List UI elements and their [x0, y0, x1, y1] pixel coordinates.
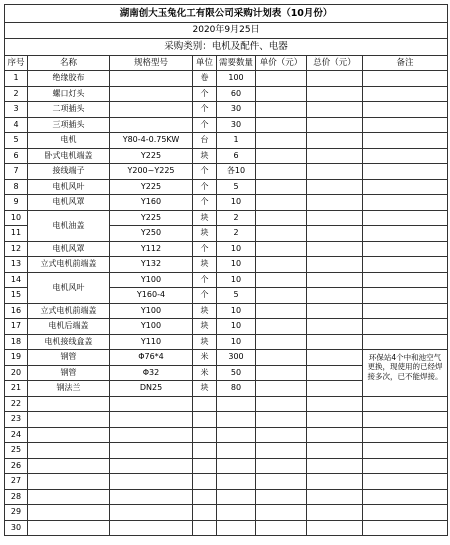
row-unit: 个: [193, 117, 217, 133]
row-unit-price: [256, 179, 307, 195]
purchase-plan-table: [4, 4, 448, 536]
row-no: 3: [5, 102, 28, 118]
row-spec: [110, 458, 193, 474]
row-spec: [110, 86, 193, 102]
row-no: 27: [5, 474, 28, 490]
row-total-price: [307, 303, 363, 319]
table-row: [5, 489, 448, 505]
date-line: 2020年9月25日: [5, 23, 448, 39]
header-name: 名称: [28, 56, 110, 71]
row-unit: [193, 489, 217, 505]
table-row: [5, 458, 448, 474]
row-unit: 块: [193, 303, 217, 319]
row-qty: 300: [217, 350, 256, 366]
table-row: [5, 148, 448, 164]
row-total-price: [307, 86, 363, 102]
row-unit: [193, 412, 217, 428]
row-total-price: [307, 381, 363, 397]
row-unit-price: [256, 241, 307, 257]
table-row: [5, 272, 448, 288]
header-spec: 规格型号: [110, 56, 193, 71]
row-remarks: [363, 164, 448, 180]
row-unit: [193, 520, 217, 536]
row-remarks: [363, 489, 448, 505]
row-remarks: [363, 303, 448, 319]
row-unit-price: [256, 458, 307, 474]
row-total-price: [307, 427, 363, 443]
row-name: 电机风叶: [28, 179, 110, 195]
row-unit-price: [256, 210, 307, 226]
row-qty: 10: [217, 272, 256, 288]
row-unit: 个: [193, 179, 217, 195]
table-row: [5, 195, 448, 211]
row-qty: 10: [217, 334, 256, 350]
table-row: [5, 210, 448, 226]
row-total-price: [307, 365, 363, 381]
row-total-price: [307, 164, 363, 180]
row-qty: 5: [217, 179, 256, 195]
row-unit: 块: [193, 257, 217, 273]
row-total-price: [307, 71, 363, 87]
row-unit-price: [256, 427, 307, 443]
category-line: 采购类别：电机及配件、电器: [5, 39, 448, 56]
row-unit-price: [256, 474, 307, 490]
row-unit-price: [256, 396, 307, 412]
row-qty: 10: [217, 241, 256, 257]
row-spec: [110, 489, 193, 505]
row-qty: [217, 489, 256, 505]
row-spec: [110, 474, 193, 490]
row-unit: 个: [193, 102, 217, 118]
row-unit: [193, 443, 217, 459]
row-no: 30: [5, 520, 28, 536]
row-name: 电机接线盒盖: [28, 334, 110, 350]
row-unit: 米: [193, 365, 217, 381]
row-qty: 1: [217, 133, 256, 149]
row-total-price: [307, 334, 363, 350]
row-spec: Y160: [110, 195, 193, 211]
row-no: 11: [5, 226, 28, 242]
row-total-price: [307, 133, 363, 149]
row-total-price: [307, 179, 363, 195]
page-title: 湖南创大玉兔化工有限公司采购计划表（10月份）: [5, 5, 448, 23]
row-unit-price: [256, 164, 307, 180]
row-qty: [217, 396, 256, 412]
row-qty: 50: [217, 365, 256, 381]
row-unit: 个: [193, 288, 217, 304]
row-qty: 2: [217, 226, 256, 242]
row-unit-price: [256, 71, 307, 87]
row-remarks: [363, 427, 448, 443]
row-total-price: [307, 443, 363, 459]
row-name: 钢法兰: [28, 381, 110, 397]
row-unit: [193, 427, 217, 443]
row-no: 16: [5, 303, 28, 319]
row-total-price: [307, 257, 363, 273]
row-spec: Y80-4-0.75KW: [110, 133, 193, 149]
row-no: 24: [5, 427, 28, 443]
row-unit-price: [256, 319, 307, 335]
row-remarks: [363, 148, 448, 164]
row-name: 立式电机前端盖: [28, 257, 110, 273]
row-spec: Y225: [110, 210, 193, 226]
row-total-price: [307, 396, 363, 412]
table-row: [5, 396, 448, 412]
row-no: 8: [5, 179, 28, 195]
row-total-price: [307, 474, 363, 490]
row-unit-price: [256, 272, 307, 288]
row-name: 电机: [28, 133, 110, 149]
row-spec: Y200~Y225: [110, 164, 193, 180]
row-no: 7: [5, 164, 28, 180]
row-qty: 2: [217, 210, 256, 226]
row-name: [28, 505, 110, 521]
row-name: [28, 427, 110, 443]
row-total-price: [307, 412, 363, 428]
row-unit-price: [256, 443, 307, 459]
row-total-price: [307, 148, 363, 164]
row-unit-price: [256, 148, 307, 164]
header-unit-price: 单价（元）: [256, 56, 307, 71]
row-unit-price: [256, 489, 307, 505]
row-no: 6: [5, 148, 28, 164]
row-qty: [217, 505, 256, 521]
row-no: 5: [5, 133, 28, 149]
table-row: [5, 71, 448, 87]
row-unit-price: [256, 505, 307, 521]
row-total-price: [307, 350, 363, 366]
row-unit: [193, 474, 217, 490]
row-name: [28, 443, 110, 459]
row-qty: 6: [217, 148, 256, 164]
row-total-price: [307, 210, 363, 226]
row-remarks: [363, 505, 448, 521]
row-no: 23: [5, 412, 28, 428]
row-spec: Y100: [110, 319, 193, 335]
row-qty: [217, 458, 256, 474]
row-qty: [217, 412, 256, 428]
row-unit: [193, 505, 217, 521]
row-unit-price: [256, 412, 307, 428]
row-no: 29: [5, 505, 28, 521]
header-no: 序号: [5, 56, 28, 71]
row-no: 1: [5, 71, 28, 87]
table-row: [5, 102, 448, 118]
row-spec: Y112: [110, 241, 193, 257]
row-unit: 块: [193, 226, 217, 242]
row-name: 电机后端盖: [28, 319, 110, 335]
row-spec: DN25: [110, 381, 193, 397]
table-row: [5, 241, 448, 257]
row-unit-price: [256, 334, 307, 350]
row-spec: [110, 117, 193, 133]
row-total-price: [307, 319, 363, 335]
row-no: 12: [5, 241, 28, 257]
row-no: 26: [5, 458, 28, 474]
row-qty: 10: [217, 319, 256, 335]
row-no: 21: [5, 381, 28, 397]
row-remarks: [363, 179, 448, 195]
row-remarks: [363, 210, 448, 226]
table-row: [5, 427, 448, 443]
row-name: 卧式电机端盖: [28, 148, 110, 164]
header-remarks: 备注: [363, 56, 448, 71]
row-qty: [217, 474, 256, 490]
row-spec: [110, 396, 193, 412]
row-no: 15: [5, 288, 28, 304]
table-row: [5, 257, 448, 273]
row-remarks: [363, 458, 448, 474]
header-qty: 需要数量: [217, 56, 256, 71]
row-total-price: [307, 458, 363, 474]
row-remarks: [363, 241, 448, 257]
row-remarks: [363, 319, 448, 335]
row-total-price: [307, 117, 363, 133]
row-unit: 个: [193, 86, 217, 102]
row-spec: [110, 505, 193, 521]
row-unit-price: [256, 257, 307, 273]
row-no: 28: [5, 489, 28, 505]
row-qty: [217, 520, 256, 536]
table-row: [5, 474, 448, 490]
row-remarks: [363, 257, 448, 273]
row-name: [28, 474, 110, 490]
row-qty: [217, 443, 256, 459]
row-remarks: [363, 195, 448, 211]
row-name: 电机风叶: [28, 272, 110, 303]
header-row: [5, 56, 448, 71]
row-no: 10: [5, 210, 28, 226]
row-spec: Y250: [110, 226, 193, 242]
table-row: [5, 319, 448, 335]
row-remarks: [363, 102, 448, 118]
row-unit-price: [256, 86, 307, 102]
row-total-price: [307, 226, 363, 242]
purchase-plan-sheet: [4, 4, 447, 536]
row-remarks: [363, 272, 448, 288]
row-no: 19: [5, 350, 28, 366]
row-no: 17: [5, 319, 28, 335]
row-remarks: [363, 334, 448, 350]
header-total-price: 总价（元）: [307, 56, 363, 71]
row-unit-price: [256, 365, 307, 381]
row-qty: 30: [217, 102, 256, 118]
row-remarks: [363, 520, 448, 536]
row-name: [28, 520, 110, 536]
row-total-price: [307, 272, 363, 288]
row-remarks: [363, 226, 448, 242]
row-spec: [110, 102, 193, 118]
row-qty: 各10: [217, 164, 256, 180]
row-remarks: [363, 474, 448, 490]
table-row: [5, 179, 448, 195]
row-unit-price: [256, 195, 307, 211]
row-qty: 10: [217, 303, 256, 319]
row-no: 20: [5, 365, 28, 381]
row-no: 9: [5, 195, 28, 211]
row-remarks: 环保站4个中和池空气更换，现使用的已经焊接多次，已不能焊接。: [363, 350, 448, 397]
row-spec: Y225: [110, 148, 193, 164]
row-unit: [193, 458, 217, 474]
row-unit-price: [256, 102, 307, 118]
row-qty: 10: [217, 195, 256, 211]
row-remarks: [363, 133, 448, 149]
row-name: 立式电机前端盖: [28, 303, 110, 319]
row-name: [28, 458, 110, 474]
row-unit: 块: [193, 381, 217, 397]
row-name: 电机风罩: [28, 241, 110, 257]
row-qty: 5: [217, 288, 256, 304]
row-unit-price: [256, 303, 307, 319]
row-name: 电机风罩: [28, 195, 110, 211]
row-no: 18: [5, 334, 28, 350]
row-no: 25: [5, 443, 28, 459]
table-row: [5, 334, 448, 350]
row-spec: [110, 412, 193, 428]
row-unit: 块: [193, 148, 217, 164]
row-unit: 个: [193, 164, 217, 180]
row-spec: Φ76*4: [110, 350, 193, 366]
row-qty: 100: [217, 71, 256, 87]
row-total-price: [307, 195, 363, 211]
row-spec: Y160-4: [110, 288, 193, 304]
row-qty: [217, 427, 256, 443]
row-unit: 块: [193, 319, 217, 335]
row-spec: [110, 71, 193, 87]
row-remarks: [363, 86, 448, 102]
row-remarks: [363, 288, 448, 304]
row-name: 绝缘胶布: [28, 71, 110, 87]
row-no: 14: [5, 272, 28, 288]
row-remarks: [363, 443, 448, 459]
row-no: 13: [5, 257, 28, 273]
row-unit: 块: [193, 210, 217, 226]
table-row: [5, 133, 448, 149]
table-row: [5, 412, 448, 428]
row-unit: 个: [193, 195, 217, 211]
table-row: [5, 443, 448, 459]
row-unit: 个: [193, 241, 217, 257]
row-remarks: [363, 117, 448, 133]
row-spec: Φ32: [110, 365, 193, 381]
row-name: [28, 412, 110, 428]
row-name: 接线端子: [28, 164, 110, 180]
row-name: 电机油盖: [28, 210, 110, 241]
row-name: 螺口灯头: [28, 86, 110, 102]
row-unit: 卷: [193, 71, 217, 87]
row-spec: Y100: [110, 303, 193, 319]
header-unit: 单位: [193, 56, 217, 71]
row-spec: [110, 427, 193, 443]
row-name: 钢管: [28, 350, 110, 366]
row-qty: 60: [217, 86, 256, 102]
row-unit: 块: [193, 334, 217, 350]
row-total-price: [307, 489, 363, 505]
row-total-price: [307, 505, 363, 521]
row-total-price: [307, 520, 363, 536]
row-spec: [110, 520, 193, 536]
row-total-price: [307, 241, 363, 257]
row-qty: 30: [217, 117, 256, 133]
row-unit: 个: [193, 272, 217, 288]
row-unit-price: [256, 288, 307, 304]
table-row: [5, 117, 448, 133]
row-spec: Y225: [110, 179, 193, 195]
row-unit: 台: [193, 133, 217, 149]
row-qty: 80: [217, 381, 256, 397]
row-unit-price: [256, 117, 307, 133]
row-spec: Y132: [110, 257, 193, 273]
table-row: [5, 303, 448, 319]
row-no: 2: [5, 86, 28, 102]
row-spec: Y110: [110, 334, 193, 350]
row-total-price: [307, 102, 363, 118]
row-name: 二项插头: [28, 102, 110, 118]
row-unit-price: [256, 133, 307, 149]
row-remarks: [363, 71, 448, 87]
row-unit-price: [256, 381, 307, 397]
row-remarks: [363, 412, 448, 428]
row-unit-price: [256, 350, 307, 366]
row-name: 钢管: [28, 365, 110, 381]
row-spec: [110, 443, 193, 459]
row-name: [28, 489, 110, 505]
row-name: 三项插头: [28, 117, 110, 133]
table-row: [5, 164, 448, 180]
table-row: [5, 520, 448, 536]
row-total-price: [307, 288, 363, 304]
row-unit-price: [256, 226, 307, 242]
row-remarks: [363, 396, 448, 412]
row-spec: Y100: [110, 272, 193, 288]
table-row: [5, 86, 448, 102]
table-row: [5, 350, 448, 366]
table-row: [5, 505, 448, 521]
row-no: 4: [5, 117, 28, 133]
row-unit: 米: [193, 350, 217, 366]
row-qty: 10: [217, 257, 256, 273]
row-name: [28, 396, 110, 412]
row-unit: [193, 396, 217, 412]
row-unit-price: [256, 520, 307, 536]
row-no: 22: [5, 396, 28, 412]
